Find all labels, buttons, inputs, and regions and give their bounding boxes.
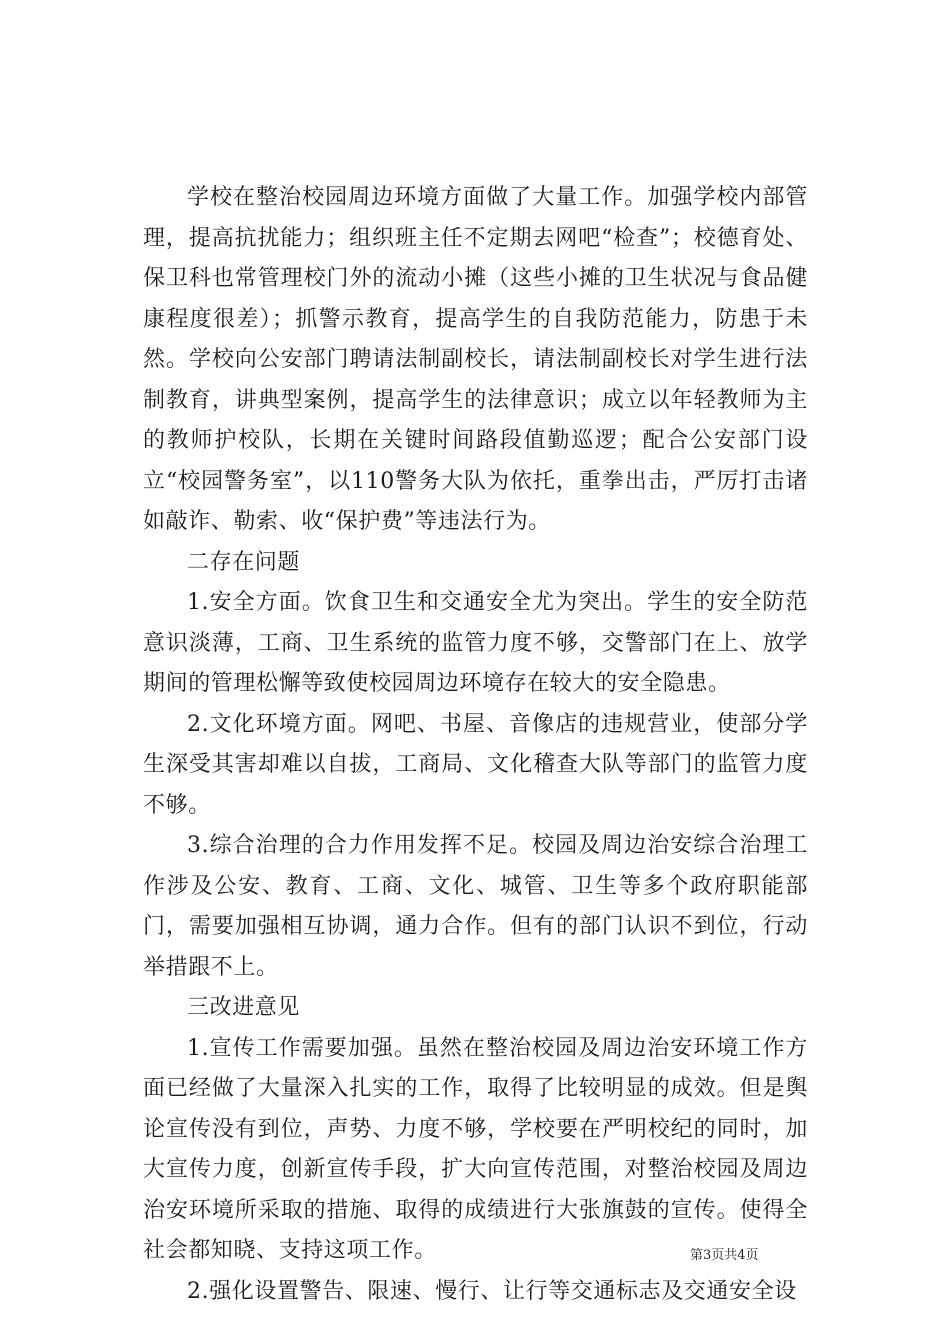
paragraph-improvement-publicity: 1.宣传工作需要加强。虽然在整治校园及周边治安环境工作方面已经做了大量深入扎实的工作，取得了比较明显的成效。但是舆论宣传没有到位，声势、力度不够，学校要在严明校纪的同时，加大宣传力度，创新宣传手段，扩大向宣传范围，对整治校园及周边治安环境所采取的措施、取得的成绩进行大张旗鼓的宣传。使得全社会都知晓、支持这项工作。	[143, 1035, 808, 1263]
paragraph-school-measures: 学校在整治校园周边环境方面做了大量工作。加强学校内部管理，提高抗扰能力；组织班主任不定期去网吧“检查”；校德育处、保卫科也常管理校门外的流动小摊（这些小摊的卫生状况与食品健康程度很差）；抓警示教育，提高学生的自我防范能力，防患于未然。学校向公安部门聘请法制副校长，请法制副校长对学生进行法制教育，讲典型案例，提高学生的法律意识；成立以年轻教师为主的教师护校队，长期在关键时间路段值勤巡逻；配合公安部门设立“校园警务室”，以110警务大队为依托，重拳出击，严厉打击诸如敲诈、勒索、收“保护费”等违法行为。	[143, 185, 808, 534]
section-heading-problems: 二存在问题	[187, 549, 301, 575]
page-number-footer: 第3页共4页	[690, 1248, 759, 1263]
paragraph-problem-coordination: 3.综合治理的合力作用发挥不足。校园及周边治安综合治理工作涉及公安、教育、工商、文化、城管、卫生等多个政府职能部门，需要加强相互协调，通力合作。但有的部门认识不到位，行动举措跟不上。	[143, 833, 808, 980]
section-heading-improvements: 三改进意见	[187, 995, 301, 1020]
paragraph-problem-safety: 1.安全方面。饮食卫生和交通安全尤为突出。学生的安全防范意识淡薄，工商、卫生系统的监管力度不够，交警部门在上、放学期间的管理松懈等致使校园周边环境存在较大的安全隐患。	[143, 590, 808, 696]
paragraph-improvement-traffic: 2.强化设置警告、限速、慢行、让行等交通标志及交通安全设	[187, 1278, 797, 1304]
paragraph-problem-culture: 2.文化环境方面。网吧、书屋、音像店的违规营业，使部分学生深受其害却难以自拔，工商局、文化稽查大队等部门的监管力度不够。	[143, 711, 808, 818]
document-body	[143, 178, 808, 1312]
